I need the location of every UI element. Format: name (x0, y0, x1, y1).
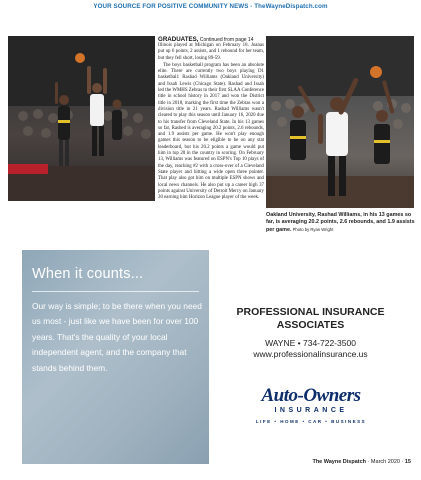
article-paragraph: The boys basketball program has been an absolute elite. There are currently two boys playing D1 basketball: Rashad Williams (Oakland University) and Issah Lewis (Chicago State). Rashad and Issah led the WMHS Zebras to their first SLAA Conference title in school history in 2017 and won the District title in 2018, marking the first time the Zebras won a division title in 21 years. Rashad Williams wasn't cleared to play this season until January 16, 2020 due to his transfer from Cleveland State. In his 13 games so far, Rashed is averaging 20.2 points, 2.6 rebounds, and 1.9 assists per game. He won't play enough games this season to be eligible to be on any stat leaderboard, but his 20.2 points a game would put him in top 20 in the country in scoring. On February 13, Williams was featured on ESPN's Top 10 plays of the day, reaching #2 with a cross-over of a Cleveland State player and hitting a wide open three pointer. That play also got him on multiple ESPN shows and local news channels. He also put up a career high 37 points against University of Detroit Mercy on January 30 earning him Horizon League player of the week. (158, 62, 264, 201)
article-headline (158, 36, 254, 43)
agency-phone[interactable]: WAYNE • 734-722-3500 (265, 338, 356, 348)
auto-owners-name: Auto-Owners (261, 385, 361, 406)
banner-website[interactable]: TheWayneDispatch.com (254, 3, 328, 10)
insurance-ad-panel (22, 250, 209, 464)
footer-date: · March 2020 · (366, 459, 405, 465)
ad-body: Our way is simple; to be there when you need us most - just like we have been for over 100 years. That's the quality of your local independent agent, and the company that stands behind them. (32, 301, 202, 373)
article-body (158, 43, 264, 202)
photo-credit: Photo by Ryan Wright (291, 227, 334, 233)
photo-rashad-williams (266, 36, 414, 208)
auto-owners-insurance: INSURANCE (274, 407, 348, 414)
ad-divider (32, 291, 199, 292)
footer-page-number: 15 (404, 459, 411, 465)
agency-name-line2: ASSOCIATES (276, 318, 345, 331)
photo-basketball-shot-illustration (8, 36, 155, 201)
page-footer (312, 459, 411, 465)
headline-continued: Continued from page 14 (198, 37, 254, 43)
footer-publication: The Wayne Dispatch (312, 459, 367, 465)
auto-owners-logo (226, 385, 396, 445)
photo-caption (266, 212, 416, 235)
agency-name-line1: PROFESSIONAL INSURANCE (236, 306, 385, 318)
article-paragraph: Illinois played at Michigan on February 18. Joanas put up 6 points, 2 assists, and 1 rebound for her team, but they fell short, losing 89-59. (158, 43, 264, 61)
photo-basketball-shot (8, 36, 155, 201)
agency-website[interactable]: www.professionalinsurance.us (253, 349, 368, 359)
banner-tagline: YOUR SOURCE FOR POSITIVE COMMUNITY NEWS (93, 3, 249, 10)
photo-rashad-williams-illustration (266, 36, 414, 208)
auto-owners-lines: LIFE • HOME • CAR • BUSINESS (255, 419, 367, 424)
agency-contact (218, 306, 403, 359)
photo-caption-text: Oakland University, Rashad Williams, in his 13 games so far, is averaging 20.2 points, 2.6 rebounds, and 1.9 assists per game. (266, 212, 415, 234)
agency-name (218, 306, 403, 331)
headline-text: GRADUATES, (158, 36, 199, 43)
banner-separator: - (248, 3, 255, 10)
masthead-banner (0, 0, 421, 14)
ad-title: When it counts... (32, 266, 144, 282)
